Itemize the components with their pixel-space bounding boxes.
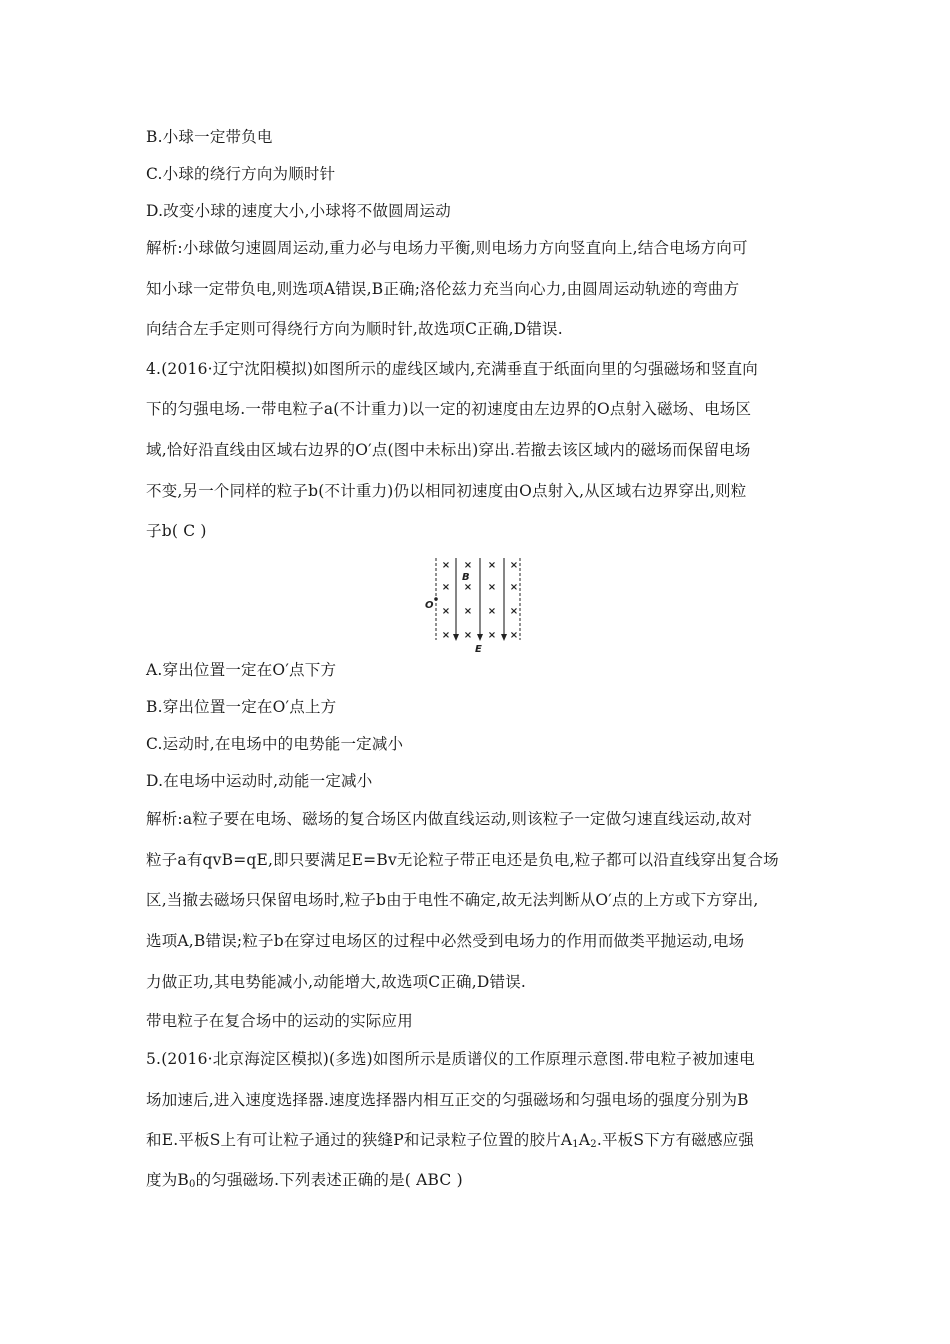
q3-option-c: C.小球的绕行方向为顺时针 (146, 165, 336, 183)
q3-analysis-line: 知小球一定带负电,则选项A错误,B正确;洛伦兹力充当向心力,由圆周运动轨迹的弯曲方 (146, 280, 740, 298)
q4-analysis-line: 力做正功,其电势能减小,动能增大,故选项C正确,D错误. (146, 973, 527, 991)
q4-analysis-line: 粒子a有qvB=qE,即只要满足E=Bv无论粒子带正电还是负电,粒子都可以沿直线穿出复合场 (146, 851, 779, 869)
point-o-dot (434, 597, 438, 601)
arrow-down-icon (501, 634, 507, 641)
cross-mark: × (441, 582, 451, 593)
q4-stem-line: 域,恰好沿直线由区域右边界的O′点(图中未标出)穿出.若撤去该区域内的磁场而保留电场 (146, 441, 751, 459)
cross-mark: × (463, 606, 473, 617)
q4-stem-line: 4.(2016·辽宁沈阳模拟)如图所示的虚线区域内,充满垂直于纸面向里的匀强磁场和竖直向 (146, 360, 758, 378)
q4-analysis-line: 选项A,B错误;粒子b在穿过电场区的过程中必然受到电场力的作用而做类平抛运动,电场 (146, 932, 745, 950)
q3-option-b: B.小球一定带负电 (146, 128, 273, 146)
q5-stem-line: 和E.平板S上有可让粒子通过的狭缝P和记录粒子位置的胶片$A_1A_2$.平板S下方有磁感应强 (146, 1131, 755, 1150)
cross-mark: × (463, 630, 473, 641)
cross-mark: × (509, 560, 519, 571)
cross-mark: × (441, 630, 451, 641)
cross-mark: × (487, 630, 497, 641)
cross-mark: × (487, 582, 497, 593)
q5-stem-line: 度为$B_0$的匀强磁场.下列表述正确的是( ABC ) (146, 1171, 463, 1190)
section-title: 带电粒子在复合场中的运动的实际应用 (146, 1012, 413, 1030)
label-b: B (462, 572, 470, 583)
q4-option-d: D.在电场中运动时,动能一定减小 (146, 772, 373, 790)
cross-mark: × (487, 560, 497, 571)
q3-analysis-line: 向结合左手定则可得绕行方向为顺时针,故选项C正确,D错误. (146, 320, 563, 338)
q4-stem-line: 子b( C ) (146, 522, 207, 540)
cross-mark: × (509, 630, 519, 641)
q4-analysis-line: 区,当撤去磁场只保留电场时,粒子b由于电性不确定,故无法判断从O′点的上方或下方穿出, (146, 891, 759, 909)
cross-mark: × (463, 582, 473, 593)
cross-mark: × (463, 560, 473, 571)
cross-mark: × (509, 582, 519, 593)
q3-option-d: D.改变小球的速度大小,小球将不做圆周运动 (146, 202, 451, 220)
cross-mark: × (509, 606, 519, 617)
q5-stem-line: 场加速后,进入速度选择器.速度选择器内相互正交的匀强磁场和匀强电场的强度分别为B (146, 1091, 749, 1109)
q4-option-b: B.穿出位置一定在O′点上方 (146, 698, 337, 716)
q4-analysis-line: 解析:a粒子要在电场、磁场的复合场区内做直线运动,则该粒子一定做匀速直线运动,故对 (146, 810, 753, 828)
label-e: E (475, 644, 482, 655)
q4-stem-line: 下的匀强电场.一带电粒子a(不计重力)以一定的初速度由左边界的O点射入磁场、电场区 (146, 400, 752, 418)
arrow-down-icon (453, 634, 459, 641)
cross-mark: × (487, 606, 497, 617)
q3-analysis-line: 解析:小球做匀速圆周运动,重力必与电场力平衡,则电场力方向竖直向上,结合电场方向可 (146, 239, 748, 257)
q5-stem-line: 5.(2016·北京海淀区模拟)(多选)如图所示是质谱仪的工作原理示意图.带电粒子被加速电 (146, 1050, 755, 1068)
q4-option-c: C.运动时,在电场中的电势能一定减小 (146, 735, 404, 753)
label-o: O (425, 600, 434, 611)
e-field-arrowheads (453, 634, 507, 641)
cross-mark: × (441, 560, 451, 571)
field-region-figure (424, 556, 528, 656)
arrow-down-icon (477, 634, 483, 641)
q4-option-a: A.穿出位置一定在O′点下方 (146, 661, 337, 679)
q4-stem-line: 不变,另一个同样的粒子b(不计重力)仍以相同初速度由O点射入,从区域右边界穿出,则粒 (146, 482, 747, 500)
cross-mark: × (441, 606, 451, 617)
